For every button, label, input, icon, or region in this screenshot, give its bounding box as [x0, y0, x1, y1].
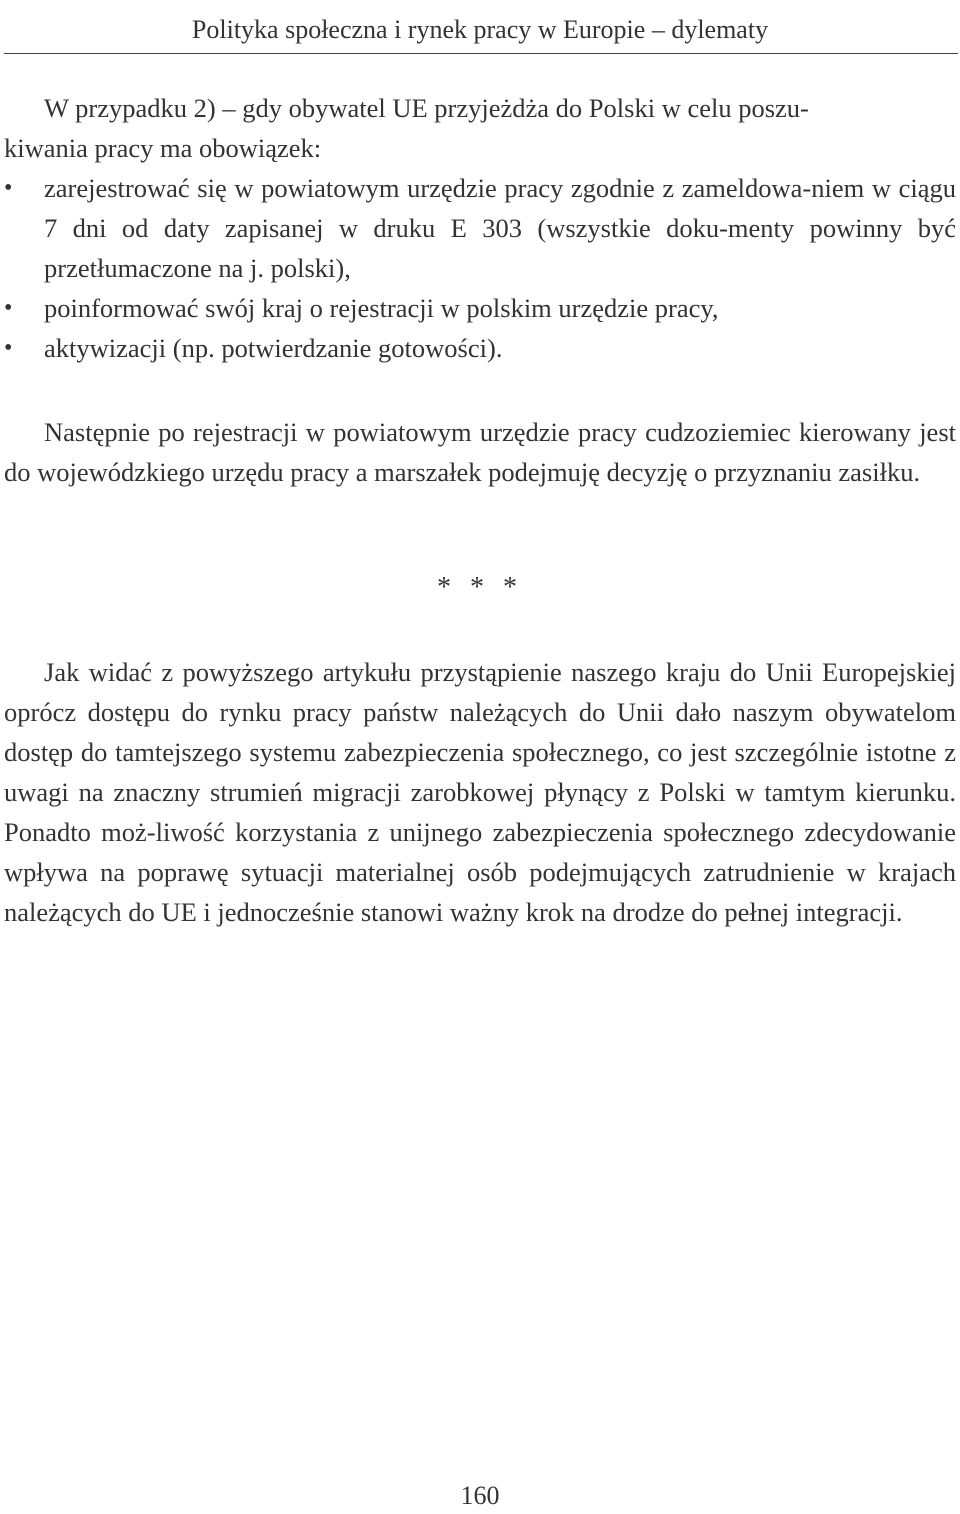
- section-separator: * * *: [437, 572, 523, 603]
- bullet-item-activation: [4, 328, 956, 368]
- running-header-title: Polityka społeczna i rynek pracy w Europie – dylematy: [191, 15, 769, 44]
- bullet-text-inform: poinformować swój kraj o rejestracji w polskim urzędzie pracy,: [44, 293, 719, 323]
- bullet-marker: •: [4, 335, 13, 361]
- header-rule: [4, 53, 958, 54]
- paragraph-registration: Następnie po rejestracji w powiatowym urzędzie pracy cudzoziemiec kierowany jest do wojewódzkiego urzędu pracy a marszałek podejmuję decyzję o przyznaniu zasiłku.: [4, 417, 956, 487]
- bullet-marker: •: [4, 175, 13, 201]
- paragraph-conclusion: Jak widać z powyższego artykułu przystąpienie naszego kraju do Unii Europejskiej oprócz dostępu do rynku pracy państw należących do Unii dało naszym obywatelom dostęp do tamtejszego systemu zabezpieczenia społecznego, co jest szczególnie istotne z uwagi na znaczny strumień migracji zarobkowej płynący z Polski w tamtym kierunku. Ponadto moż-liwość korzystania z unijnego zabezpieczenia społecznego zdecydowanie wpływa na poprawę sytuacji materialnej osób podejmujących zatrudnienie w krajach należących do UE i jednocześnie stanowi ważny krok na drodze do pełnej integracji.: [4, 657, 956, 927]
- page-number: 160: [460, 1481, 500, 1510]
- intro-line-2: kiwania pracy ma obowiązek:: [4, 133, 322, 163]
- bullet-marker: •: [4, 295, 13, 321]
- intro-line-1: W przypadku 2) – gdy obywatel UE przyjeżdża do Polski w celu poszu-: [44, 93, 809, 123]
- bullet-item-register: [4, 168, 956, 288]
- bullet-text-register: zarejestrować się w powiatowym urzędzie pracy zgodnie z zameldowa-niem w ciągu 7 dni od daty zapisanej w druku E 303 (wszystkie doku-menty powinny być przetłumaczone na j. polski),: [44, 173, 956, 283]
- bullet-text-activation: aktywizacji (np. potwierdzanie gotowości).: [44, 333, 503, 363]
- bullet-item-inform: [4, 288, 956, 328]
